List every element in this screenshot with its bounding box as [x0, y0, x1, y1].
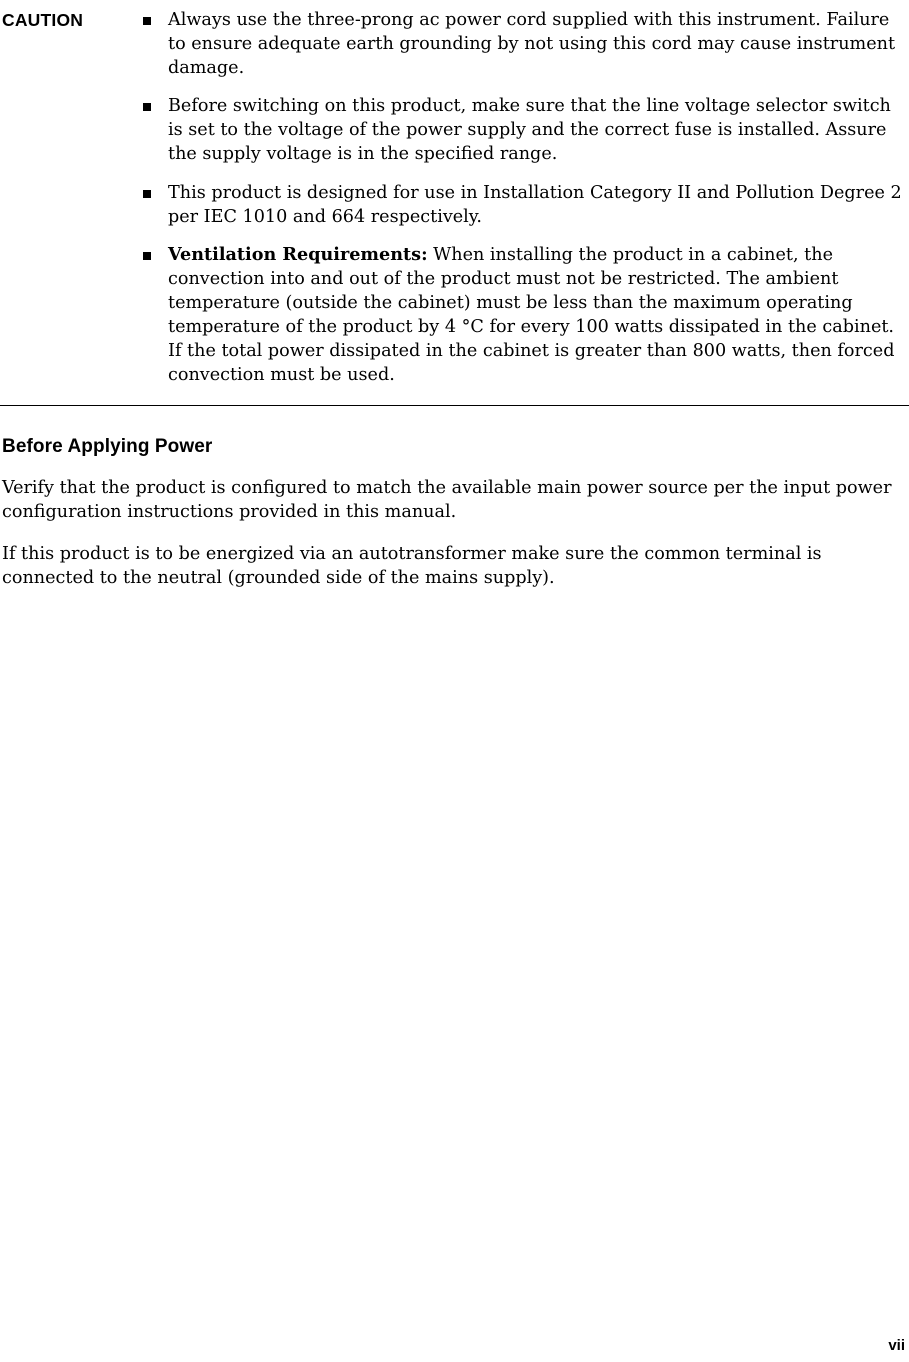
square-bullet-icon [143, 252, 151, 260]
bullet-text: Before switching on this product, make sure that the line voltage selector switch is set to the voltage of the power supply and the correct fuse is installed. Assure the supply voltage is in the specified range. [168, 96, 891, 165]
square-bullet-icon [143, 103, 151, 111]
caution-bullet-list [140, 8, 905, 387]
list-item [140, 181, 905, 229]
square-bullet-icon [143, 190, 151, 198]
list-item [140, 243, 905, 388]
bullet-text: Always use the three-prong ac power cord supplied with this instrument. Failure to ensure adequate earth grounding by not using this cord may cause instrument damage. [168, 10, 896, 79]
bullet-text: When installing the product in a cabinet, the convection into and out of the product must not be restricted. The ambient temperature (outside the cabinet) must be less than the maximum operating temperature of the product by 4 °C for every 100 watts dissipated in the cabinet. If the total power dissipated in the cabinet is greater than 800 watts, then forced convection must be used. [168, 244, 895, 386]
section-heading: Before Applying Power [2, 436, 213, 458]
paragraph: Verify that the product is configured to match the available main power source per the input power configuration instructions provided in this manual. [2, 477, 892, 522]
caution-block [0, 8, 909, 387]
before-applying-power-section [0, 436, 909, 590]
section-divider [0, 405, 909, 406]
caution-label: CAUTION [2, 10, 84, 30]
paragraph: If this product is to be energized via an autotransformer make sure the common terminal is connected to the neutral (grounded side of the mains supply). [2, 543, 822, 588]
square-bullet-icon [143, 17, 151, 25]
list-item [140, 94, 905, 166]
bullet-text: This product is designed for use in Installation Category II and Pollution Degree 2 per IEC 1010 and 664 respectively. [168, 182, 902, 227]
page-number: vii [888, 1337, 905, 1354]
list-item [140, 8, 905, 80]
caution-body [140, 8, 907, 387]
bullet-lead-label: Ventilation Requirements: [168, 243, 428, 265]
